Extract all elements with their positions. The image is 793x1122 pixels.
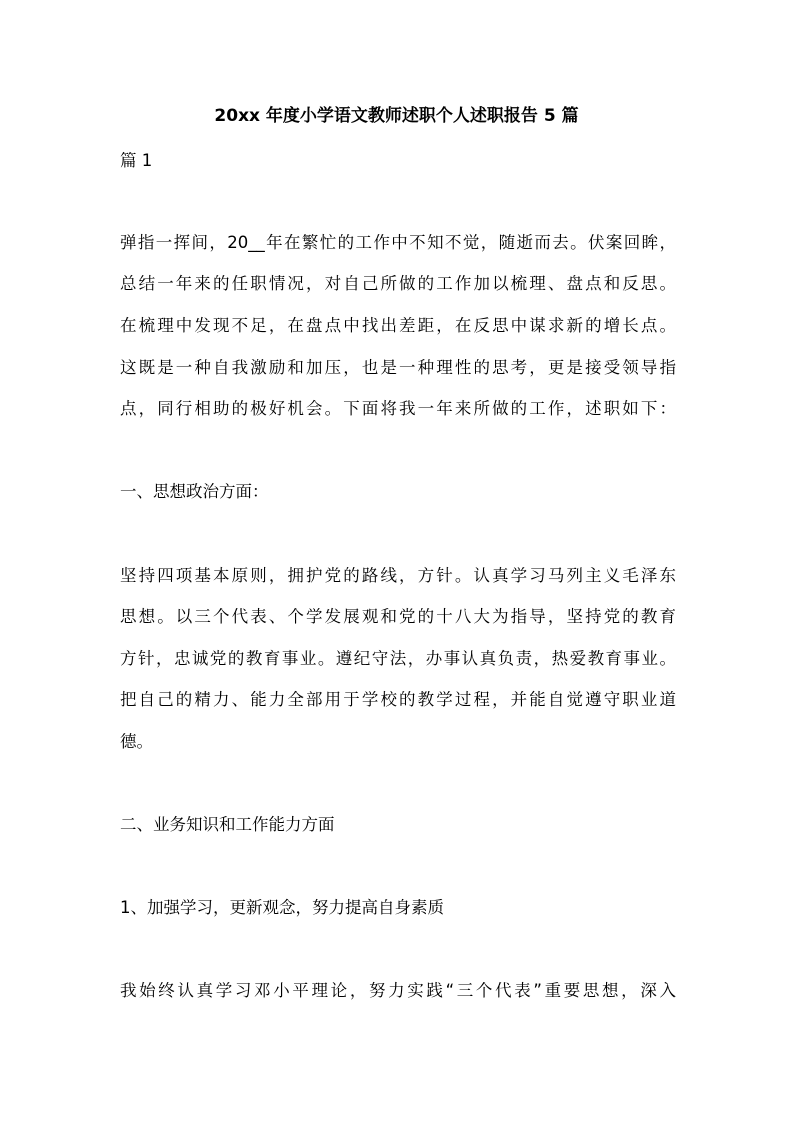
paragraph-line: 把自己的精力、能力全部用于学校的教学过程，并能自觉遵守职业道: [120, 690, 676, 709]
paragraph-line: 总结一年来的任职情况，对自己所做的工作加以梳理、盘点和反思。: [120, 274, 676, 293]
paragraph-line: 这既是一种自我激励和加压，也是一种理性的思考，更是接受领导指: [120, 358, 676, 377]
paragraph-line: 方针，忠诚党的教育事业。遵纪守法，办事认真负责，热爱教育事业。: [120, 649, 676, 668]
subsection-heading: 1、加强学习，更新观念，努力提高自身素质: [120, 898, 444, 917]
section-label: 篇 1: [120, 151, 153, 170]
section-heading: 二、业务知识和工作能力方面: [120, 815, 335, 834]
paragraph-line: 点，同行相助的极好机会。下面将我一年来所做的工作，述职如下：: [120, 399, 676, 418]
paragraph-line: 德。: [120, 732, 153, 751]
paragraph-line: 弹指一挥间，20__年在繁忙的工作中不知不觉，随逝而去。伏案回眸，: [120, 233, 676, 252]
document-title: 20xx 年度小学语文教师述职个人述职报告 5 篇: [214, 106, 579, 126]
paragraph-line: 思想。以三个代表、个学发展观和党的十八大为指导，坚持党的教育: [120, 607, 676, 626]
section-heading: 一、思想政治方面：: [120, 482, 269, 501]
paragraph-line: 我始终认真学习邓小平理论，努力实践“三个代表”重要思想，深入: [120, 981, 676, 1000]
paragraph-line: 坚持四项基本原则，拥护党的路线，方针。认真学习马列主义毛泽东: [120, 566, 676, 585]
paragraph-line: 在梳理中发现不足，在盘点中找出差距，在反思中谋求新的增长点。: [120, 316, 676, 335]
